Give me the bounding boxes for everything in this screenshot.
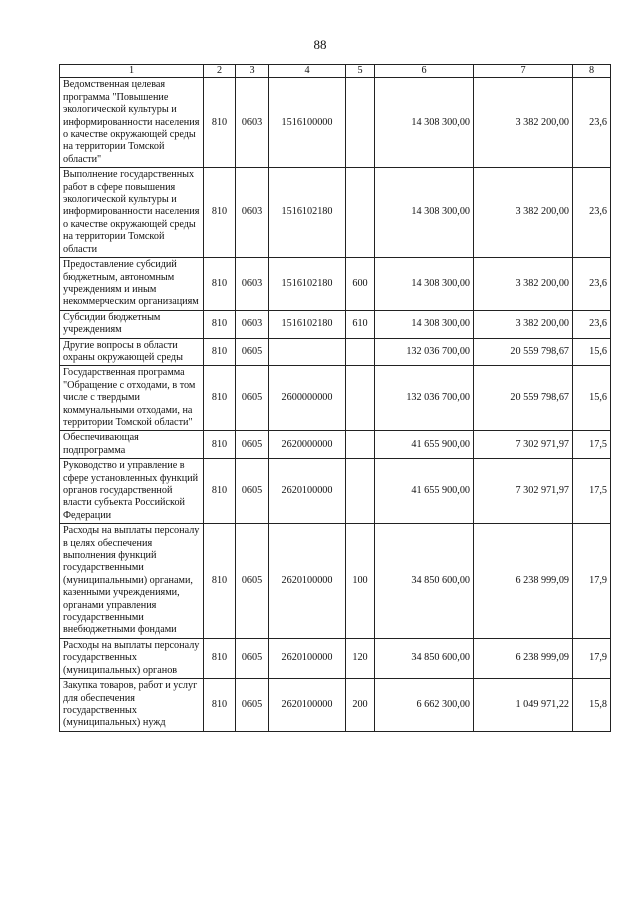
cell-planned-amount: 41 655 900,00: [375, 431, 474, 459]
cell-section-code: 0605: [236, 366, 269, 431]
cell-planned-amount: 34 850 600,00: [375, 638, 474, 678]
header-cell: 3: [236, 65, 269, 78]
cell-name: Расходы на выплаты персоналу в целях обеспечения выполнения функций государственными (муниципальными) органами, казенными учреждениями, органами управления государственными внебюджетными фондами: [60, 524, 204, 639]
cell-department-code: 810: [204, 459, 236, 524]
cell-name: Субсидии бюджетным учреждениям: [60, 310, 204, 338]
table-row: [60, 366, 611, 431]
cell-expense-type: 200: [346, 679, 375, 732]
cell-planned-amount: 34 850 600,00: [375, 524, 474, 639]
cell-percent: 23,6: [573, 258, 611, 311]
cell-section-code: 0605: [236, 338, 269, 366]
cell-name: Другие вопросы в области охраны окружающей среды: [60, 338, 204, 366]
cell-expense-type: [346, 78, 375, 168]
cell-percent: 15,6: [573, 338, 611, 366]
cell-planned-amount: 41 655 900,00: [375, 459, 474, 524]
cell-planned-amount: 14 308 300,00: [375, 168, 474, 258]
cell-actual-amount: 20 559 798,67: [474, 366, 573, 431]
cell-name: Расходы на выплаты персоналу государственных (муниципальных) органов: [60, 638, 204, 678]
cell-name: Руководство и управление в сфере установленных функций органов государственной власти субъекта Российской Федерации: [60, 459, 204, 524]
cell-expense-type: [346, 168, 375, 258]
header-cell: 6: [375, 65, 474, 78]
cell-section-code: 0605: [236, 431, 269, 459]
header-cell: 8: [573, 65, 611, 78]
table-row: [60, 78, 611, 168]
cell-department-code: 810: [204, 310, 236, 338]
cell-department-code: 810: [204, 366, 236, 431]
cell-section-code: 0605: [236, 638, 269, 678]
header-cell: 5: [346, 65, 375, 78]
cell-actual-amount: 6 238 999,09: [474, 524, 573, 639]
cell-planned-amount: 6 662 300,00: [375, 679, 474, 732]
cell-target-article: [269, 338, 346, 366]
header-cell: 2: [204, 65, 236, 78]
cell-section-code: 0603: [236, 168, 269, 258]
cell-expense-type: 120: [346, 638, 375, 678]
cell-percent: 23,6: [573, 168, 611, 258]
cell-percent: 17,9: [573, 524, 611, 639]
header-row: [60, 65, 611, 78]
table-row: [60, 524, 611, 639]
table-row: [60, 258, 611, 311]
cell-target-article: 1516102180: [269, 310, 346, 338]
cell-section-code: 0603: [236, 78, 269, 168]
cell-percent: 17,9: [573, 638, 611, 678]
cell-actual-amount: 3 382 200,00: [474, 310, 573, 338]
cell-percent: 23,6: [573, 310, 611, 338]
cell-percent: 17,5: [573, 431, 611, 459]
cell-section-code: 0605: [236, 524, 269, 639]
cell-actual-amount: 3 382 200,00: [474, 168, 573, 258]
cell-expense-type: [346, 431, 375, 459]
cell-planned-amount: 132 036 700,00: [375, 366, 474, 431]
header-cell: 1: [60, 65, 204, 78]
cell-department-code: 810: [204, 258, 236, 311]
cell-target-article: 1516100000: [269, 78, 346, 168]
cell-target-article: 2620100000: [269, 679, 346, 732]
page-number: 88: [313, 37, 327, 52]
cell-percent: 15,8: [573, 679, 611, 732]
cell-department-code: 810: [204, 168, 236, 258]
cell-expense-type: [346, 366, 375, 431]
table-row: [60, 168, 611, 258]
cell-actual-amount: 3 382 200,00: [474, 78, 573, 168]
cell-percent: 17,5: [573, 459, 611, 524]
cell-department-code: 810: [204, 524, 236, 639]
cell-expense-type: 610: [346, 310, 375, 338]
cell-name: Закупка товаров, работ и услуг для обеспечения государственных (муниципальных) нужд: [60, 679, 204, 732]
cell-expense-type: [346, 459, 375, 524]
cell-name: Предоставление субсидий бюджетным, автономным учреждениям и иным некоммерческим организациям: [60, 258, 204, 311]
cell-actual-amount: 7 302 971,97: [474, 431, 573, 459]
cell-target-article: 2620100000: [269, 459, 346, 524]
cell-section-code: 0605: [236, 679, 269, 732]
cell-name: Обеспечивающая подпрограмма: [60, 431, 204, 459]
cell-expense-type: 600: [346, 258, 375, 311]
table-row: [60, 459, 611, 524]
cell-section-code: 0603: [236, 258, 269, 311]
cell-actual-amount: 20 559 798,67: [474, 338, 573, 366]
cell-actual-amount: 1 049 971,22: [474, 679, 573, 732]
header-cell: 4: [269, 65, 346, 78]
table-row: [60, 338, 611, 366]
header-cell: 7: [474, 65, 573, 78]
cell-planned-amount: 14 308 300,00: [375, 310, 474, 338]
cell-expense-type: 100: [346, 524, 375, 639]
cell-planned-amount: 14 308 300,00: [375, 78, 474, 168]
cell-actual-amount: 6 238 999,09: [474, 638, 573, 678]
table-row: [60, 431, 611, 459]
cell-name: Выполнение государственных работ в сфере повышения экологической культуры и информированности населения о качестве окружающей среды на территории Томской области: [60, 168, 204, 258]
cell-actual-amount: 7 302 971,97: [474, 459, 573, 524]
budget-table: [59, 64, 611, 732]
cell-department-code: 810: [204, 78, 236, 168]
cell-target-article: 2620100000: [269, 524, 346, 639]
cell-target-article: 1516102180: [269, 258, 346, 311]
cell-percent: 15,6: [573, 366, 611, 431]
cell-department-code: 810: [204, 638, 236, 678]
cell-name: Ведомственная целевая программа "Повышение экологической культуры и информированности населения о качестве окружающей среды на территории Томской области": [60, 78, 204, 168]
table-row: [60, 638, 611, 678]
cell-target-article: 2620000000: [269, 431, 346, 459]
cell-expense-type: [346, 338, 375, 366]
table-row: [60, 310, 611, 338]
cell-percent: 23,6: [573, 78, 611, 168]
cell-actual-amount: 3 382 200,00: [474, 258, 573, 311]
cell-department-code: 810: [204, 431, 236, 459]
cell-name: Государственная программа "Обращение с отходами, в том числе с твердыми коммунальными отходами, на территории Томской области": [60, 366, 204, 431]
cell-target-article: 1516102180: [269, 168, 346, 258]
cell-target-article: 2620100000: [269, 638, 346, 678]
cell-planned-amount: 14 308 300,00: [375, 258, 474, 311]
cell-department-code: 810: [204, 679, 236, 732]
cell-target-article: 2600000000: [269, 366, 346, 431]
cell-planned-amount: 132 036 700,00: [375, 338, 474, 366]
cell-section-code: 0603: [236, 310, 269, 338]
cell-section-code: 0605: [236, 459, 269, 524]
table-row: [60, 679, 611, 732]
cell-department-code: 810: [204, 338, 236, 366]
